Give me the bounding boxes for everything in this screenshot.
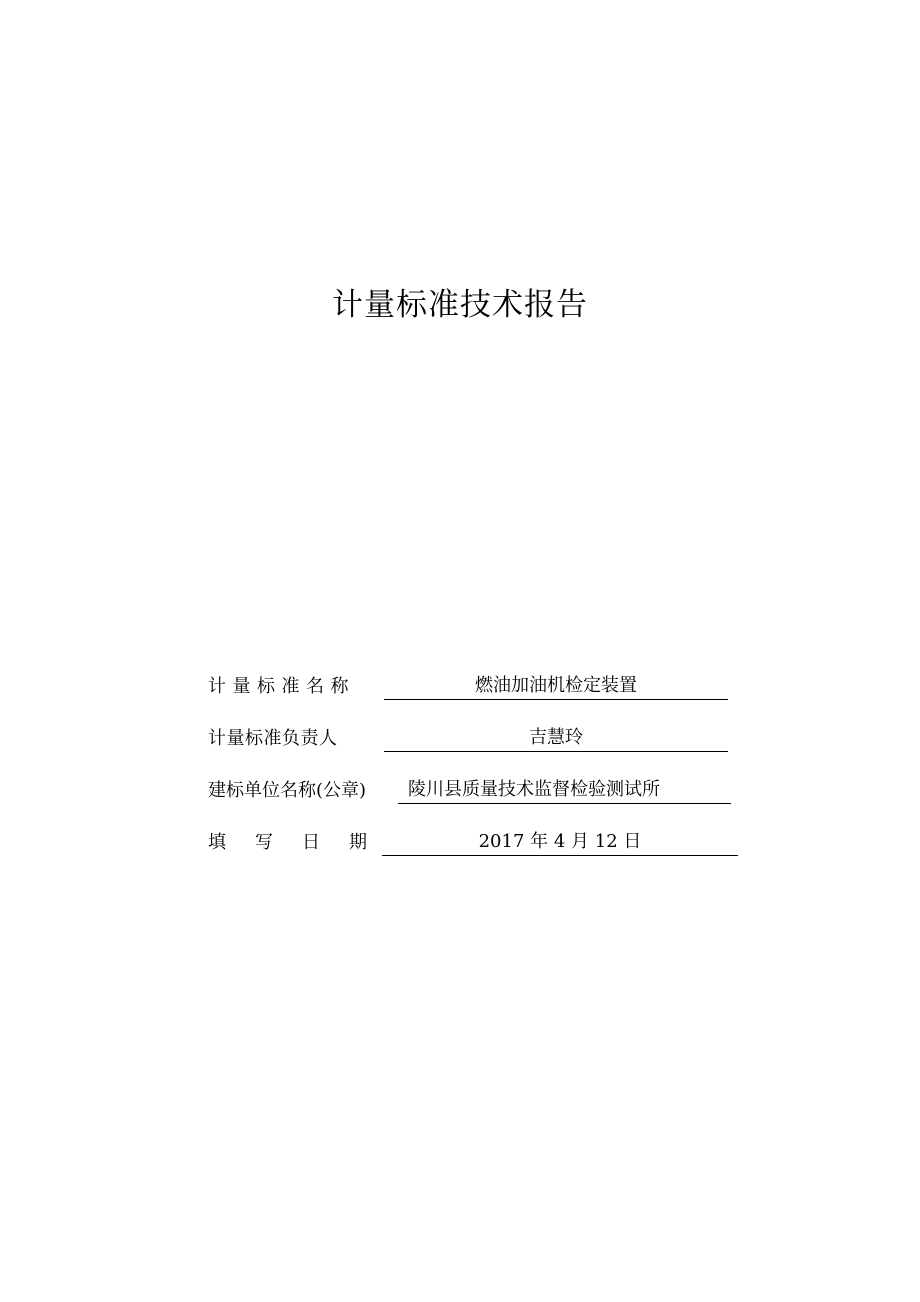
field-value: 吉慧玲	[384, 727, 728, 752]
field-value: 陵川县质量技术监督检验测试所	[398, 779, 731, 804]
field-standard-owner	[208, 726, 738, 752]
field-value: 2017 年 4 月 12 日	[382, 831, 738, 856]
report-info-fields	[208, 674, 738, 882]
field-fill-date	[208, 830, 738, 856]
field-label: 建标单位名称(公章)	[208, 780, 367, 801]
report-title: 计量标准技术报告	[332, 287, 588, 323]
field-value: 燃油加油机检定装置	[384, 675, 728, 700]
field-establishing-unit	[208, 778, 738, 804]
field-label: 计量标准名称	[208, 676, 355, 697]
field-standard-name	[208, 674, 738, 700]
field-label: 填写日期	[208, 832, 396, 853]
field-label: 计量标准负责人	[208, 728, 338, 749]
